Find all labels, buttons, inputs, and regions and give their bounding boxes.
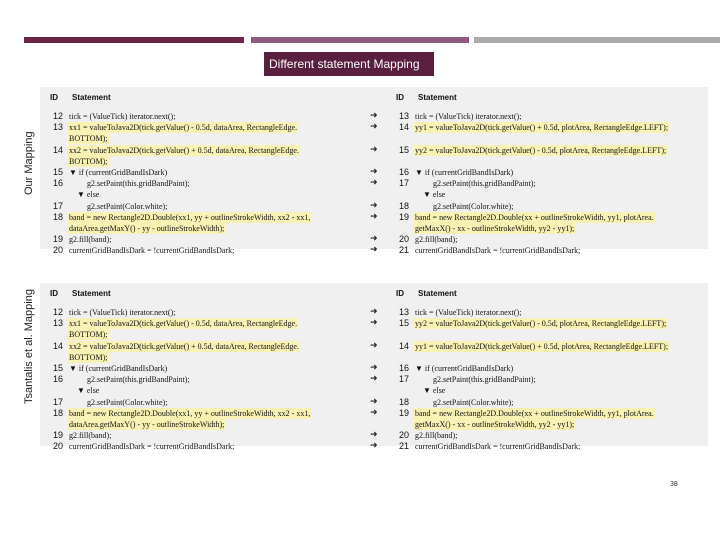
- mapping-arrow-icon: ➜: [370, 245, 378, 256]
- mapping-arrow-icon: ➜: [370, 200, 378, 211]
- mapping-panel-ours: [40, 87, 708, 256]
- statement-text: band = new Rectangle2D.Double(xx1, yy + outlineStrokeWidth, xx2 - xx1,: [69, 212, 311, 222]
- statement-id: 19: [398, 211, 409, 222]
- header-statement: Statement: [418, 93, 457, 102]
- header-statement: Statement: [72, 93, 111, 102]
- mapping-arrow-icon: ➜: [370, 211, 378, 222]
- statement-id: 13: [398, 111, 409, 121]
- mapping-arrow-icon: ➜: [370, 111, 378, 121]
- statement-id: 17: [398, 178, 409, 189]
- statement-id: 17: [52, 396, 63, 407]
- mapping-arrow-icon: ➜: [370, 363, 378, 373]
- header-id: ID: [50, 93, 58, 102]
- statement-id: 16: [52, 178, 63, 189]
- mapping-arrow-icon: ➜: [370, 340, 378, 351]
- label-our-mapping: Our Mapping: [23, 131, 35, 195]
- statement-id: 20: [52, 245, 63, 256]
- statement-id: 14: [398, 122, 409, 133]
- statement-id: 18: [52, 211, 63, 222]
- statement-text: dataArea.getMaxY() - yy - outlineStrokeWidth);: [69, 224, 225, 233]
- statement-id: 18: [52, 407, 63, 418]
- statement-text: ▼ if (currentGridBandIsDark): [415, 364, 514, 373]
- statement-text: ▼ if (currentGridBandIsDark): [415, 168, 514, 177]
- accent-bar-middle: [251, 37, 469, 43]
- statement-text: g2.fill(band);: [415, 431, 458, 441]
- statement-id: 12: [52, 307, 63, 317]
- accent-bar-right: [474, 37, 720, 43]
- statement-text: g2.setPaint(Color.white);: [87, 397, 168, 407]
- statement-text: ▼ if (currentGridBandIsDark): [69, 168, 168, 177]
- mapping-arrow-icon: ➜: [370, 307, 378, 317]
- statement-id: 15: [52, 167, 63, 177]
- mapping-arrow-icon: ➜: [370, 144, 378, 155]
- slide-title: Different statement Mapping: [264, 52, 434, 76]
- statement-id: 12: [52, 111, 63, 121]
- statement-text: g2.fill(band);: [69, 431, 112, 441]
- statement-id: 16: [398, 363, 409, 373]
- statement-text: xx1 = valueToJava2D(tick.getValue() - 0.5d, dataArea, RectangleEdge.: [69, 123, 298, 133]
- statement-id: 16: [398, 167, 409, 177]
- statement-text: tick = (ValueTick) iterator.next();: [69, 308, 176, 317]
- statement-text: currentGridBandIsDark = !currentGridBandIsDark;: [415, 246, 581, 256]
- statement-text: band = new Rectangle2D.Double(xx1, yy + outlineStrokeWidth, xx2 - xx1,: [69, 408, 311, 418]
- statement-text: g2.fill(band);: [69, 235, 112, 245]
- header-id: ID: [50, 289, 58, 298]
- statement-text: dataArea.getMaxY() - yy - outlineStrokeWidth);: [69, 420, 225, 429]
- statement-id: 21: [398, 441, 409, 452]
- statement-text: xx2 = valueToJava2D(tick.getValue() + 0.5d, dataArea, RectangleEdge.: [69, 145, 299, 155]
- statement-text: BOTTOM);: [69, 330, 108, 340]
- statement-text: currentGridBandIsDark = !currentGridBandIsDark;: [69, 442, 235, 452]
- statement-id: 19: [52, 430, 63, 441]
- statement-id: 14: [52, 340, 63, 351]
- statement-text: yy2 = valueToJava2D(tick.getValue() - 0.5d, plotArea, RectangleEdge.LEFT);: [415, 145, 667, 155]
- statement-text: g2.setPaint(this.gridBandPaint);: [433, 179, 536, 189]
- statement-text: g2.setPaint(this.gridBandPaint);: [87, 375, 190, 385]
- mapping-arrow-icon: ➜: [370, 318, 378, 329]
- statement-text: getMaxX() - xx - outlineStrokeWidth, yy2 - yy1);: [415, 224, 575, 233]
- statement-id: 17: [52, 200, 63, 211]
- statement-text: tick = (ValueTick) iterator.next();: [415, 308, 522, 317]
- statement-text: band = new Rectangle2D.Double(xx + outlineStrokeWidth, yy1, plotArea.: [415, 408, 654, 418]
- mapping-arrow-icon: ➜: [370, 430, 378, 441]
- statement-text: BOTTOM);: [69, 134, 108, 144]
- statement-text: BOTTOM);: [69, 156, 108, 166]
- statement-text: g2.fill(band);: [415, 235, 458, 245]
- statement-text: xx2 = valueToJava2D(tick.getValue() + 0.5d, dataArea, RectangleEdge.: [69, 341, 299, 351]
- statement-id: 13: [52, 122, 63, 133]
- mapping-arrow-icon: ➜: [370, 374, 378, 385]
- statement-text: ▼ else: [77, 386, 100, 396]
- statement-id: 18: [398, 396, 409, 407]
- statement-id: 21: [398, 245, 409, 256]
- statement-id: 15: [398, 318, 409, 329]
- statement-id: 17: [398, 374, 409, 385]
- mapping-arrow-icon: ➜: [370, 441, 378, 452]
- statement-id: 13: [52, 318, 63, 329]
- statement-text: yy2 = valueToJava2D(tick.getValue() - 0.5d, plotArea, RectangleEdge.LEFT);: [415, 319, 667, 329]
- statement-text: tick = (ValueTick) iterator.next();: [69, 112, 176, 121]
- statement-id: 19: [52, 234, 63, 245]
- statement-text: yy1 = valueToJava2D(tick.getValue() + 0.5d, plotArea, RectangleEdge.LEFT);: [415, 341, 669, 351]
- statement-text: ▼ else: [423, 386, 446, 396]
- header-id: ID: [396, 93, 404, 102]
- statement-id: 15: [398, 144, 409, 155]
- statement-text: ▼ if (currentGridBandIsDark): [69, 364, 168, 373]
- statement-text: ▼ else: [423, 190, 446, 200]
- statement-text: g2.setPaint(Color.white);: [433, 201, 514, 211]
- header-statement: Statement: [418, 289, 457, 298]
- statement-text: band = new Rectangle2D.Double(xx + outlineStrokeWidth, yy1, plotArea.: [415, 212, 654, 222]
- statement-text: currentGridBandIsDark = !currentGridBandIsDark;: [69, 246, 235, 256]
- statement-text: getMaxX() - xx - outlineStrokeWidth, yy2 - yy1);: [415, 420, 575, 429]
- statement-id: 18: [398, 200, 409, 211]
- page-number: 38: [670, 481, 678, 488]
- statement-text: g2.setPaint(this.gridBandPaint);: [87, 179, 190, 189]
- statement-text: BOTTOM);: [69, 352, 108, 362]
- header-statement: Statement: [72, 289, 111, 298]
- mapping-arrow-icon: ➜: [370, 178, 378, 189]
- statement-text: xx1 = valueToJava2D(tick.getValue() - 0.5d, dataArea, RectangleEdge.: [69, 319, 298, 329]
- statement-id: 15: [52, 363, 63, 373]
- mapping-panel-tsantalis: [40, 283, 708, 452]
- label-tsantalis-mapping: Tsantalis et al. Mapping: [23, 289, 35, 404]
- statement-id: 16: [52, 374, 63, 385]
- statement-text: g2.setPaint(this.gridBandPaint);: [433, 375, 536, 385]
- statement-text: ▼ else: [77, 190, 100, 200]
- statement-id: 14: [52, 144, 63, 155]
- statement-id: 19: [398, 407, 409, 418]
- header-id: ID: [396, 289, 404, 298]
- statement-text: g2.setPaint(Color.white);: [433, 397, 514, 407]
- statement-id: 13: [398, 307, 409, 317]
- statement-id: 14: [398, 340, 409, 351]
- statement-text: tick = (ValueTick) iterator.next();: [415, 112, 522, 121]
- mapping-arrow-icon: ➜: [370, 234, 378, 245]
- statement-text: g2.setPaint(Color.white);: [87, 201, 168, 211]
- statement-id: 20: [398, 430, 409, 441]
- mapping-arrow-icon: ➜: [370, 407, 378, 418]
- statement-text: currentGridBandIsDark = !currentGridBandIsDark;: [415, 442, 581, 452]
- accent-bar-left: [24, 37, 244, 43]
- mapping-arrow-icon: ➜: [370, 122, 378, 133]
- statement-id: 20: [52, 441, 63, 452]
- statement-id: 20: [398, 234, 409, 245]
- statement-text: yy1 = valueToJava2D(tick.getValue() + 0.5d, plotArea, RectangleEdge.LEFT);: [415, 123, 669, 133]
- mapping-arrow-icon: ➜: [370, 396, 378, 407]
- mapping-arrow-icon: ➜: [370, 167, 378, 177]
